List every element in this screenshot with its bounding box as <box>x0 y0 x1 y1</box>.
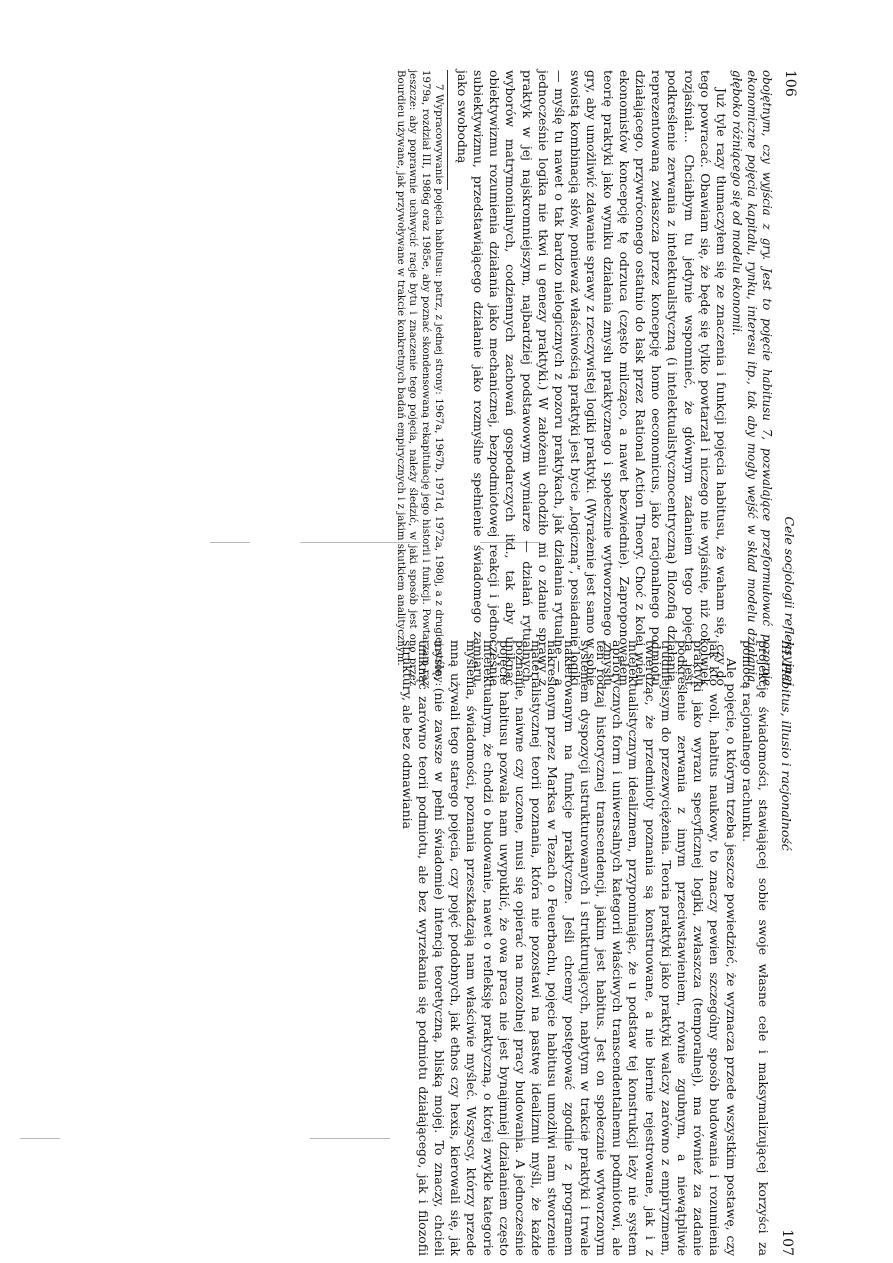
body-paragraph: Już tyle razy tłumaczyłem się ze znaczenia i funkcji pojęcia habitusu, że waham się, czy do tego powracać. Obawiam się, że będę się tylko powtarzał i niczego nie wyjaśnię, niż cokolwiek rozjaśniał... Chciałbym tu jedynie wspomnieć, że głównym zadaniem tego pojęcia jest podkreślenie zerwania z intelektualistyczną (i intelektualistycznocentryczną) filozofią działania, reprezentowaną zwłaszcza przez koncepcję homo oeconomicus, jako racjonalnego podmiotu działającego, przywróconego ostatnio do łask przez Rational Action Theory. Choć z kolei wielu ekonomistów koncepcję tę odrzuca (często milcząco, a nawet bezwiednie). Zaproponowałem teorię praktyki jako wyniku działania zmysłu praktycznego i społecznie wytworzonego zmysłu gry, aby umożliwić zdawanie sprawy z rzeczywistej logiki praktyki. (Wyrażenie jest samo w sobie swoistą kombinacją słów, ponieważ właściwością praktyki jest bycie „logiczną”, posiadanie logiki — myślę tu nawet o tak bardzo nielogicznych z pozoru praktykach, jak działania rytualne — a jednocześnie logika nie tkwi u genezy praktyki.) W założeniu chodziło mi o zdanie sprawy z praktyk w jej najskromniejszym, najbardziej podstawowym wymiarze — działań rytualnych, wyborów matrymonialnych, codziennych zachowań gospodarczych itd., tak aby uniknąć obiektywizmu rozumienia działania jako mechanicznej, bezpodmiotowej reakcji i jednocześnie subiektywizmu, przedstawiającego działanie jako rozmyślne spełnienie świadomego zamiaru, jako swobodną <box>454 70 729 686</box>
book-page-107 <box>399 640 795 1256</box>
running-head <box>775 640 795 1256</box>
running-title: Cele socjologii refleksyjnej <box>782 516 797 686</box>
footnote-text: 7 Wypracowywanie pojęcia habitusu: patrz, z jednej strony: 1967a, 1967b, 1971d, 1972a, 1980j, a z drugiej strony: 1979a, rozdział III, 1986g oraz 1985e, aby poznać skondensowaną rekapitulację jego historii i funkcji. Powtarzam raz jeszcze: aby poprawnie uchwycić racje bytu i znaczenie tego pojęcia, należy śledzić, w jaki sposób jest ono przez Bourdieu używane, jak przywoływane w trakcie konkretnych badań empirycznych i z jakim skutkiem analitycznym. <box>394 70 444 686</box>
body-paragraph: projekcję świadomości, stawiającej sobie swoje własne cele i maksymalizującej korzyści za pomocą racjonalnego rachunku. <box>739 640 771 1256</box>
footnote-divider <box>447 70 448 190</box>
page-number: 107 <box>779 1229 795 1256</box>
running-head <box>778 70 798 686</box>
footnote <box>393 70 443 686</box>
body-paragraph: Ale pojęcie, o którym trzeba jeszcze powiedzieć, że wyznacza przede wszystkim postawę, czy jak kto woli, habitus naukowy, to znaczy pewien szczególny sposób budowania i rozumienia praktyki jako wyrazu specyficznej logiki, zwłaszcza (temporalnej), ma również za zadanie podkreślenie zerwania z innym przeciwstawieniem, równie zgubnym, a niewątpliwie trudniejszym do przezwyciężenia. Teoria praktyki jako praktyki walczy zarówno z empiryzmem, twierdząc, że przedmioty poznania są konstruowane, a nie biernie rejestrowane, jak i z intelektualistycznym idealizmem, przypominając, że u podstaw tej konstrukcji leży nie system apriorycznych form i uniwersalnych kategorii właściwych transcendentalnemu podmiotowi, ale ten rodzaj historycznej transcendencji, jakim jest habitus. Jest on społecznie wytworzonym systemem dyspozycji ustrukturowanych i strukturujących, nabytym w trakcie praktyki i trwale nakierowanym na funkcje praktyczne. Jeśli chcemy postępować zgodnie z programem nakreślonym przez Marksa w Tezach o Feuerbachu, pojęcie habitusu umożliwi nam stworzenie materialistycznej teorii poznania, która nie pozostawi na pastwę idealizmu myśli, że każde poznanie, naiwne czy uczone, musi się opierać na mozolnej pracy budowania. A jednocześnie pojęcie habitusu pozwala nam uwypuklić, że owa praca nie jest bynajmniej działaniem często intelektualnym, że chodzi o budowanie, nawet o refleksję praktyczną, o której zwykle kategorie myślenia, świadomości, poznania przeszkadzają nam właściwie myśleć. Wszyscy, którzy przede mną używali tego starego pojęcia, czy pojęć podobnych, jak ethos czy hexis, kierowali się, jak myślę, (nie zawsze w pełni świadomie) intencją teoretyczną, bliską mojej. To znaczy, chcieli uniknąć zarówno teorii podmiotu, ale bez wyrzekania się podmiotu działającego, jak i filozofii struktury, ale bez odmawiania <box>399 640 739 1256</box>
book-page-106 <box>394 70 798 686</box>
scan-artifact-line <box>310 1138 390 1139</box>
running-title: III. Habitus, illusio i racjonalność <box>779 640 794 851</box>
intro-paragraph: obojętnym, czy wyjścia z gry. Jest to pojęcie habitusu 7, pozwalające przeformułować pozornie ekonomiczne pojęcia kapitału, rynku, interesu itp., tak aby mogły wejść w skład modelu działania, głęboko różniącego się od modelu ekonomii. <box>730 70 774 686</box>
page-body <box>398 640 771 1256</box>
scan-artifact-line <box>210 542 250 543</box>
scan-artifact-line <box>20 1138 60 1139</box>
page-number: 106 <box>782 70 798 97</box>
page-body <box>454 70 774 686</box>
